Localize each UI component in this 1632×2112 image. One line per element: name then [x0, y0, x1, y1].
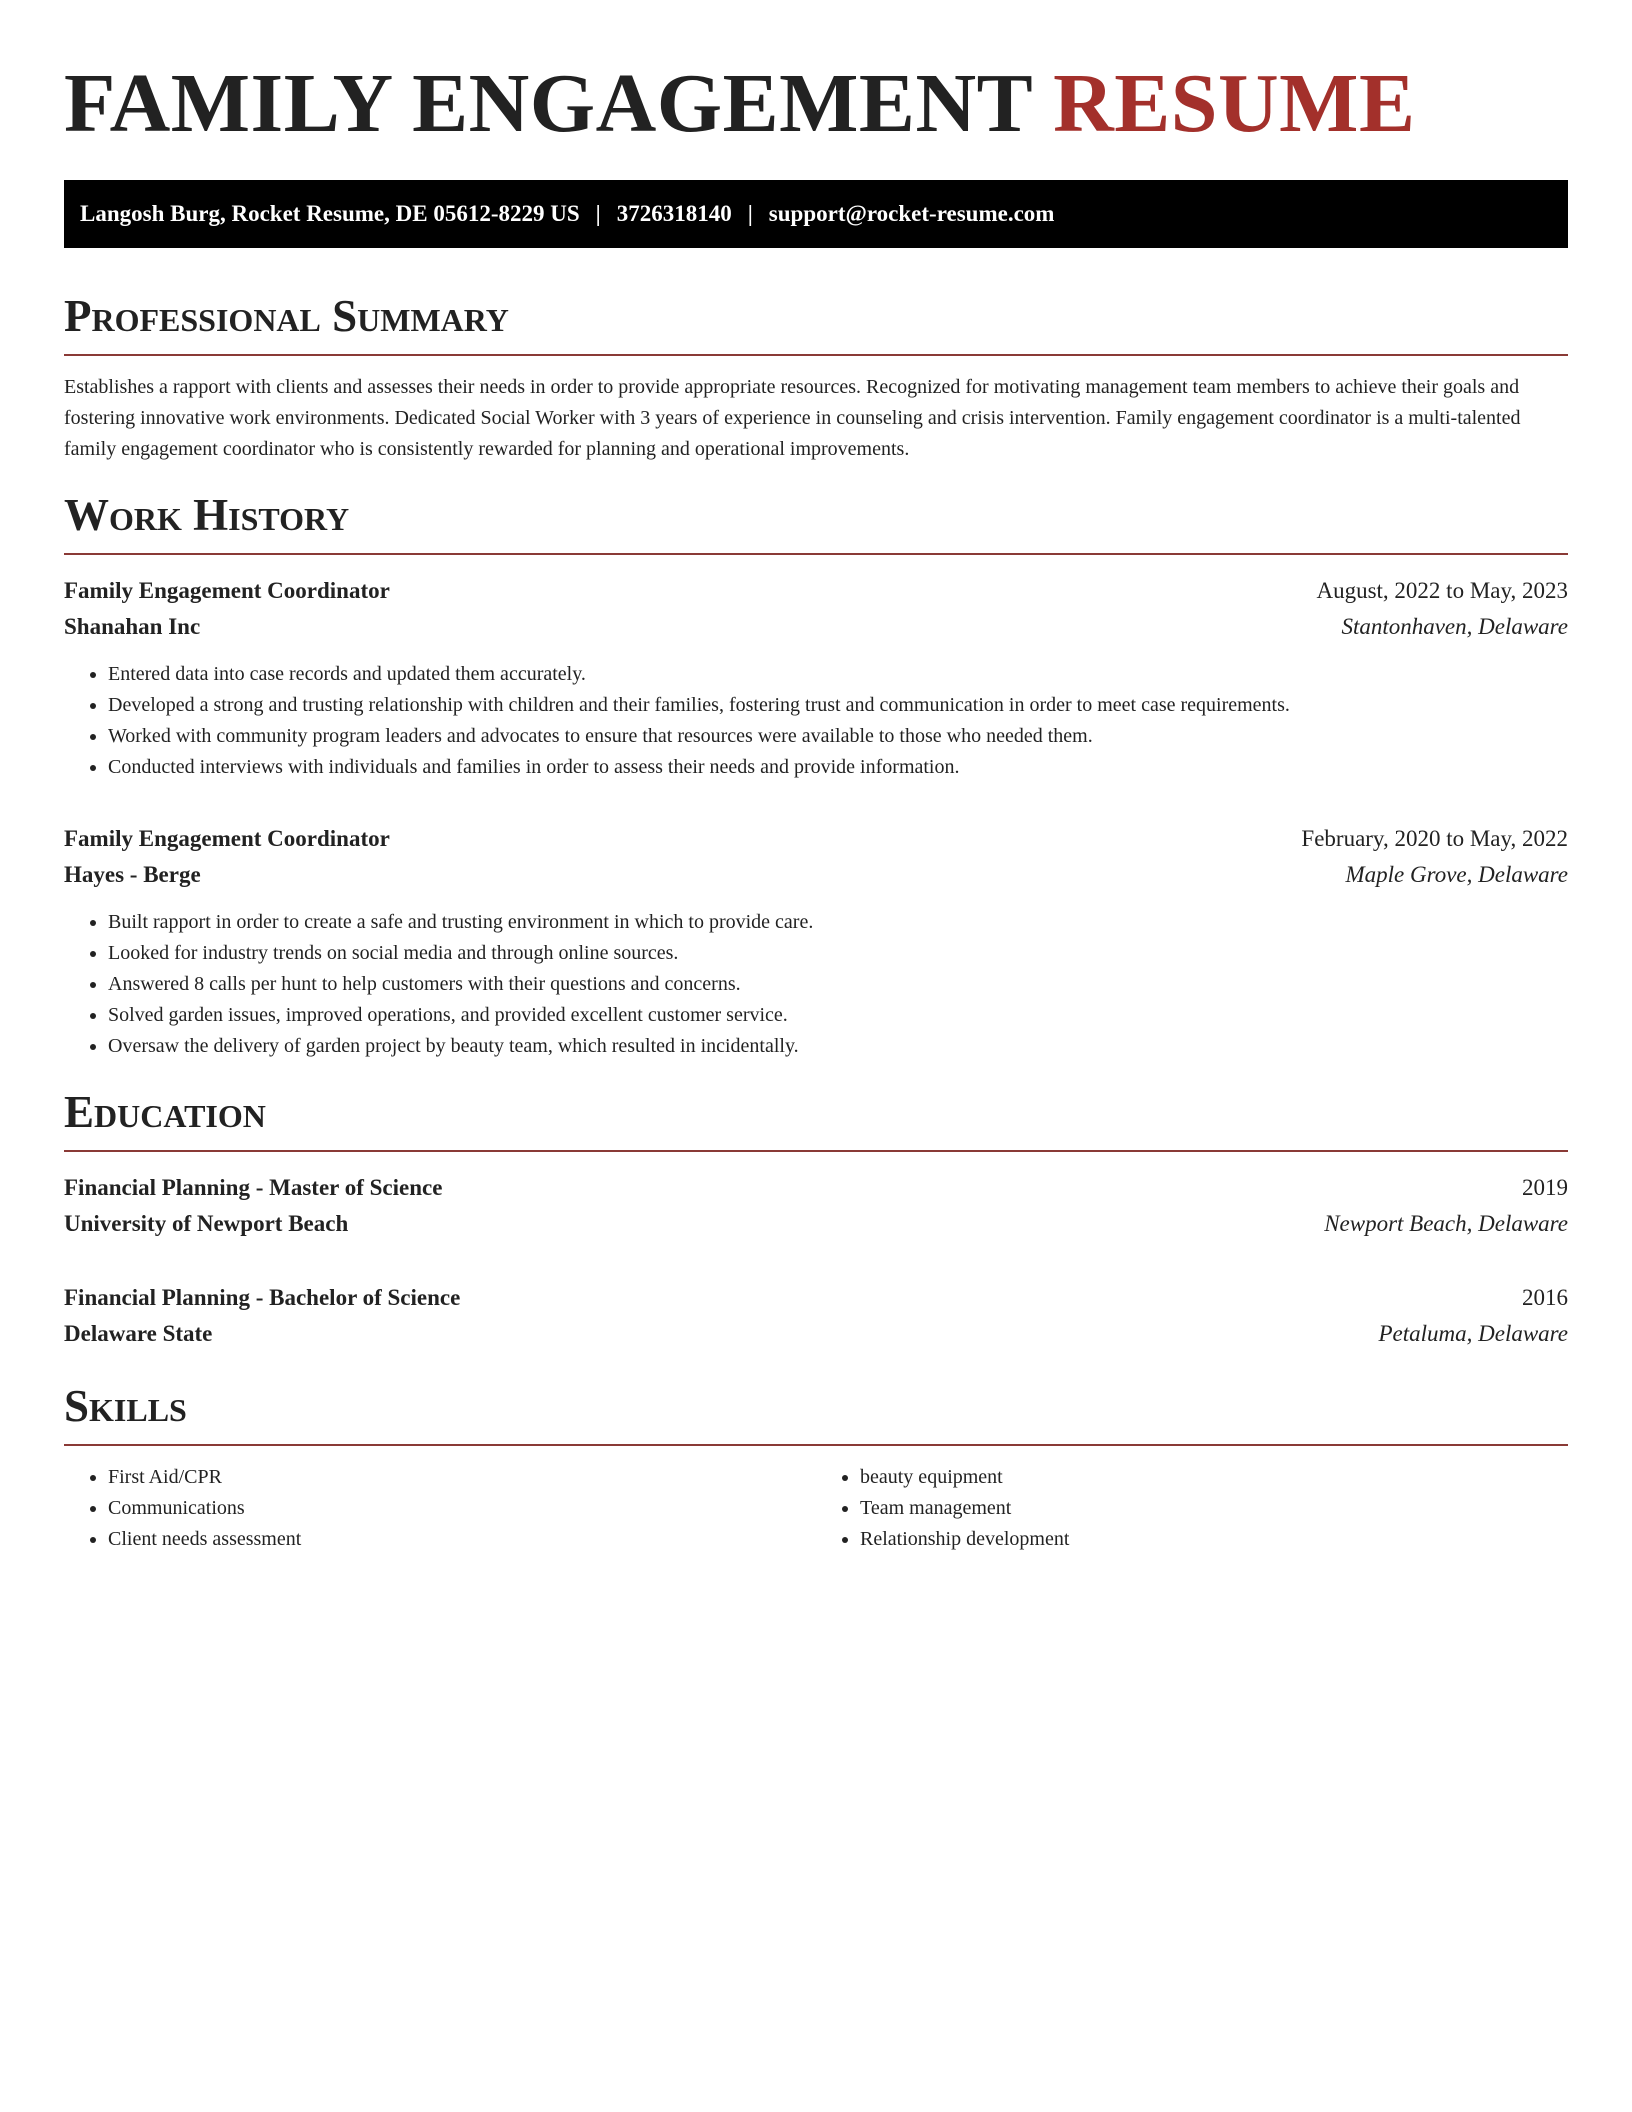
job-bullet: • Conducted interviews with individuals and families in order to assess their needs and provide information.: [108, 752, 1568, 783]
resume-title: [64, 58, 1568, 150]
job-dates: February, 2020 to May, 2022: [1301, 826, 1568, 851]
education-location: Newport Beach, Delaware: [1324, 1211, 1568, 1236]
education-school: Delaware State: [64, 1321, 213, 1346]
job-dates: August, 2022 to May, 2023: [1316, 578, 1568, 603]
job-location: Maple Grove, Delaware: [1345, 862, 1568, 887]
summary-text: Establishes a rapport with clients and assesses their needs in order to provide appropriate resources. Recognized for motivating management team members to achieve their goals and fostering innovative work environments. Dedicated Social Worker with 3 years of experience in counseling and crisis intervention. Family engagement coordinator is a multi-talented family engagement coordinator who is consistently rewarded for planning and operational improvements.: [64, 376, 1521, 460]
job-title-row: [64, 573, 1568, 609]
skills-columns: [64, 1462, 1568, 1555]
skill-item: • Team management: [860, 1493, 1568, 1524]
job-company-row: [64, 609, 1568, 645]
summary-heading: Professional Summary: [64, 292, 1568, 356]
skills-list-left: [64, 1462, 816, 1555]
education-year: 2019: [1522, 1175, 1568, 1200]
job-title-row: [64, 821, 1568, 857]
education-heading: Education: [64, 1088, 1568, 1152]
skill-item: • Relationship development: [860, 1524, 1568, 1555]
skill-item: • beauty equipment: [860, 1462, 1568, 1493]
work-history-section: [64, 491, 1568, 1062]
job-company: Hayes - Berge: [64, 862, 201, 887]
education-degree-row: [64, 1170, 1568, 1206]
contact-phone: 3726318140: [616, 201, 732, 226]
education-school-row: [64, 1316, 1568, 1352]
job-bullet: • Answered 8 calls per hunt to help customers with their questions and concerns.: [108, 969, 1568, 1000]
education-entry: [64, 1170, 1568, 1242]
job-location: Stantonhaven, Delaware: [1341, 614, 1568, 639]
education-degree: Financial Planning - Bachelor of Science: [64, 1285, 461, 1310]
title-main: FAMILY ENGAGEMENT: [64, 57, 1032, 150]
education-entry: [64, 1280, 1568, 1352]
job-title: Family Engagement Coordinator: [64, 826, 390, 851]
education-school-row: [64, 1206, 1568, 1242]
job-title: Family Engagement Coordinator: [64, 578, 390, 603]
summary-section: [64, 292, 1568, 465]
contact-address: Langosh Burg, Rocket Resume, DE 05612-8229 US: [80, 201, 580, 226]
skill-item: • First Aid/CPR: [108, 1462, 816, 1493]
job-entry: [64, 821, 1568, 1062]
work-history-heading: Work History: [64, 491, 1568, 555]
job-bullet: • Looked for industry trends on social media and through online sources.: [108, 938, 1568, 969]
title-accent: RESUME: [1053, 57, 1416, 150]
job-bullet: • Built rapport in order to create a safe and trusting environment in which to provide care.: [108, 907, 1568, 938]
contact-bar: [64, 180, 1568, 248]
skill-item: • Communications: [108, 1493, 816, 1524]
job-bullets: [64, 907, 1568, 1062]
job-company-row: [64, 857, 1568, 893]
skills-section: [64, 1382, 1568, 1555]
job-bullet: • Oversaw the delivery of garden project by beauty team, which resulted in incidentally.: [108, 1031, 1568, 1062]
job-bullet: • Worked with community program leaders and advocates to ensure that resources were available to those who needed them.: [108, 721, 1568, 752]
job-bullets: [64, 659, 1568, 783]
job-bullet: • Developed a strong and trusting relationship with children and their families, fostering trust and communication in order to meet case requirements.: [108, 690, 1568, 721]
job-bullet: • Entered data into case records and updated them accurately.: [108, 659, 1568, 690]
skill-item: • Client needs assessment: [108, 1524, 816, 1555]
job-bullet: • Solved garden issues, improved operations, and provided excellent customer service.: [108, 1000, 1568, 1031]
contact-separator: |: [595, 201, 601, 226]
education-location: Petaluma, Delaware: [1378, 1321, 1568, 1346]
education-year: 2016: [1522, 1285, 1568, 1310]
contact-separator: |: [747, 201, 753, 226]
contact-email: support@rocket-resume.com: [768, 201, 1055, 226]
education-school: University of Newport Beach: [64, 1211, 349, 1236]
education-degree: Financial Planning - Master of Science: [64, 1175, 443, 1200]
skills-heading: Skills: [64, 1382, 1568, 1446]
education-section: [64, 1088, 1568, 1352]
job-company: Shanahan Inc: [64, 614, 201, 639]
job-entry: [64, 573, 1568, 783]
skills-list-right: [816, 1462, 1568, 1555]
education-degree-row: [64, 1280, 1568, 1316]
